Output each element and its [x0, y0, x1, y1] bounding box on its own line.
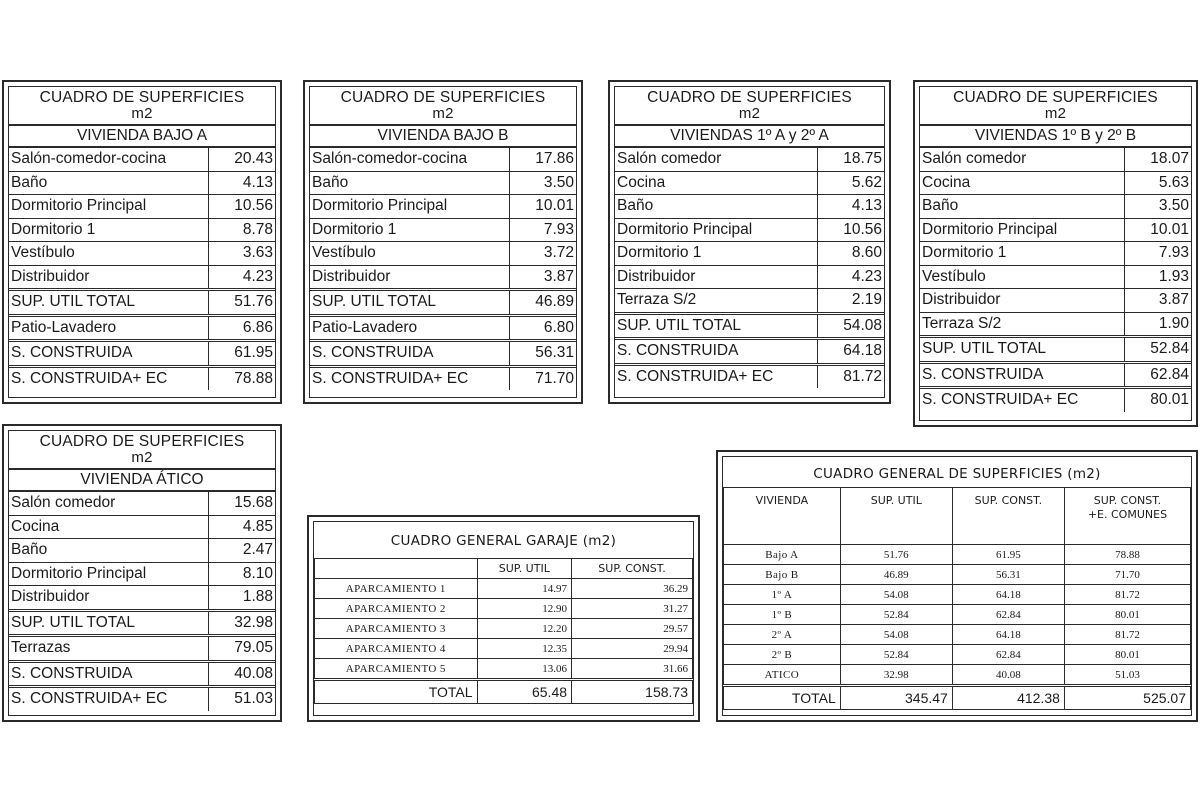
surface-row: [615, 148, 884, 171]
general-row: [724, 665, 1191, 686]
general-header-row: [724, 488, 1191, 545]
surface-row: [615, 171, 884, 195]
surface-row-value: 18.75: [818, 148, 885, 171]
surface-box-bajo-a: [2, 80, 282, 404]
garage-title: CUADRO GENERAL GARAJE (m2): [390, 533, 617, 549]
surface-row-value: 8.60: [818, 242, 885, 266]
surface-row: [920, 242, 1191, 266]
general-row-value: 71.70: [1064, 565, 1190, 585]
surface-row-label: SUP. UTIL TOTAL: [615, 313, 818, 339]
surface-row-value: 62.84: [1125, 362, 1192, 388]
surface-row: [9, 687, 275, 711]
general-row-value: 51.03: [1064, 665, 1190, 686]
surface-row: [310, 148, 576, 171]
surface-row-label: Distribuidor: [920, 289, 1125, 313]
general-table-box: [716, 450, 1198, 722]
surface-row-value: 3.87: [510, 265, 577, 290]
surface-row: [310, 366, 576, 390]
general-row-value: 51.76: [840, 545, 952, 565]
box-subtitle: VIVIENDAS 1º B y 2º B: [920, 124, 1191, 148]
garage-total-util: 65.48: [477, 680, 572, 704]
general-row-value: 62.84: [952, 605, 1064, 625]
surface-row-label: Terraza S/2: [920, 312, 1125, 337]
garage-row: [315, 659, 693, 680]
surface-row: [615, 313, 884, 339]
surface-row-label: Dormitorio Principal: [615, 218, 818, 242]
surface-row: [310, 341, 576, 367]
general-row-label: 1º A: [724, 585, 841, 605]
surface-row-label: Baño: [9, 171, 209, 195]
surface-row-label: Baño: [9, 539, 209, 563]
surface-row: [920, 312, 1191, 337]
general-header-cell: SUP. CONST.: [952, 488, 1064, 545]
surface-row: [9, 290, 275, 316]
surface-row-label: S. CONSTRUIDA: [615, 339, 818, 365]
garage-row-label: APARCAMIENTO 1: [315, 579, 478, 599]
surface-row: [310, 290, 576, 316]
surface-row: [9, 492, 275, 515]
surface-row-label: Vestíbulo: [9, 242, 209, 266]
surface-rows: [310, 148, 576, 390]
surface-row-label: S. CONSTRUIDA: [310, 341, 510, 367]
surface-row: [920, 337, 1191, 363]
surface-box-frame: [614, 86, 885, 398]
surface-row: [920, 388, 1191, 412]
surface-row-label: SUP. UTIL TOTAL: [920, 337, 1125, 363]
garage-header-row: [315, 559, 693, 579]
surface-box-frame: [8, 86, 276, 398]
general-row-value: 56.31: [952, 565, 1064, 585]
surface-box-frame: [8, 430, 276, 716]
general-row-value: 46.89: [840, 565, 952, 585]
general-row-value: 61.95: [952, 545, 1064, 565]
surface-row-value: 4.13: [818, 195, 885, 219]
surface-row-label: SUP. UTIL TOTAL: [310, 290, 510, 316]
surface-row-label: Baño: [310, 171, 510, 195]
general-row: [724, 565, 1191, 585]
general-table: [723, 487, 1191, 710]
surface-row-value: 3.50: [510, 171, 577, 195]
surface-row-value: 51.03: [209, 687, 276, 711]
surface-row-value: 15.68: [209, 492, 276, 515]
surface-row-label: S. CONSTRUIDA: [9, 661, 209, 687]
garage-row-value: 36.29: [572, 579, 693, 599]
general-row-value: 80.01: [1064, 605, 1190, 625]
surface-row: [920, 195, 1191, 219]
garage-row: [315, 639, 693, 659]
surface-row-label: Dormitorio Principal: [9, 562, 209, 586]
surface-row: [9, 218, 275, 242]
garage-row: [315, 579, 693, 599]
surface-row-label: Vestíbulo: [310, 242, 510, 266]
surface-row: [920, 171, 1191, 195]
surface-row-value: 7.93: [1125, 242, 1192, 266]
surface-row-label: Salón comedor: [920, 148, 1125, 171]
surface-row-value: 71.70: [510, 366, 577, 390]
surface-row-label: Cocina: [920, 171, 1125, 195]
garage-row-label: APARCAMIENTO 4: [315, 639, 478, 659]
surface-box-bajo-b: [303, 80, 583, 404]
garage-row: [315, 599, 693, 619]
surface-row-value: 17.86: [510, 148, 577, 171]
surface-row-value: 6.80: [510, 315, 577, 341]
surface-row-value: 81.72: [818, 364, 885, 388]
box-subtitle: VIVIENDAS 1º A y 2º A: [615, 124, 884, 148]
general-total-label: TOTAL: [724, 686, 841, 710]
general-row-value: 54.08: [840, 625, 952, 645]
surface-row-label: SUP. UTIL TOTAL: [9, 290, 209, 316]
garage-row-value: 29.94: [572, 639, 693, 659]
garage-total-label: TOTAL: [315, 680, 478, 704]
general-row-value: 40.08: [952, 665, 1064, 686]
box-header: CUADRO DE SUPERFICIES m2: [615, 87, 884, 122]
general-total-const-ec: 525.07: [1064, 686, 1190, 710]
garage-row-value: 14.97: [477, 579, 572, 599]
surface-row-value: 10.56: [209, 195, 276, 219]
surface-row-label: Salón comedor: [9, 492, 209, 515]
surface-row-value: 5.63: [1125, 171, 1192, 195]
garage-row-label: APARCAMIENTO 3: [315, 619, 478, 639]
general-row: [724, 625, 1191, 645]
surface-row-label: Cocina: [9, 515, 209, 539]
garage-row-value: 13.06: [477, 659, 572, 680]
surface-row-value: 4.13: [209, 171, 276, 195]
surface-row-value: 46.89: [510, 290, 577, 316]
general-header-cell: VIVIENDA: [724, 488, 841, 545]
garage-total-row: [315, 680, 693, 704]
surface-row-value: 8.78: [209, 218, 276, 242]
box-subtitle: VIVIENDA BAJO A: [9, 124, 275, 148]
box-unit: m2: [131, 105, 153, 122]
surface-row-label: Distribuidor: [9, 265, 209, 290]
surface-row-label: Distribuidor: [9, 586, 209, 611]
surface-box-atico: [2, 424, 282, 722]
surface-row: [615, 265, 884, 289]
surface-row-label: Distribuidor: [310, 265, 510, 290]
surface-row: [615, 218, 884, 242]
garage-row: [315, 619, 693, 639]
surface-row: [9, 341, 275, 367]
surface-row: [310, 195, 576, 219]
surface-row-value: 10.01: [510, 195, 577, 219]
surface-row: [9, 515, 275, 539]
surface-row: [9, 242, 275, 266]
surface-row-label: S. CONSTRUIDA+ EC: [9, 687, 209, 711]
surface-row-label: Patio-Lavadero: [9, 315, 209, 341]
surface-row-value: 52.84: [1125, 337, 1192, 363]
surface-row: [920, 218, 1191, 242]
surface-row-value: 4.23: [818, 265, 885, 289]
general-row-label: Bajo B: [724, 565, 841, 585]
surface-row-value: 1.90: [1125, 312, 1192, 337]
garage-body: [315, 579, 693, 680]
surface-row-value: 10.56: [818, 218, 885, 242]
surface-row-label: Dormitorio 1: [920, 242, 1125, 266]
surface-row-value: 3.72: [510, 242, 577, 266]
surface-row-label: S. CONSTRUIDA+ EC: [9, 366, 209, 390]
garage-row-value: 31.27: [572, 599, 693, 619]
surface-row-label: S. CONSTRUIDA+ EC: [920, 388, 1125, 412]
surface-box-1b-2b: [913, 80, 1198, 427]
garage-header-cell: SUP. CONST.: [572, 559, 693, 579]
surface-row-value: 80.01: [1125, 388, 1192, 412]
general-row-value: 64.18: [952, 585, 1064, 605]
general-row-label: 2º B: [724, 645, 841, 665]
box-header: CUADRO DE SUPERFICIES m2: [920, 87, 1191, 122]
surface-row-value: 56.31: [510, 341, 577, 367]
surface-row-label: Patio-Lavadero: [310, 315, 510, 341]
surface-row-value: 8.10: [209, 562, 276, 586]
surface-row: [9, 171, 275, 195]
garage-row-value: 12.20: [477, 619, 572, 639]
general-header-line1: SUP. CONST.: [1093, 494, 1162, 507]
surface-row: [920, 362, 1191, 388]
surface-row-value: 2.47: [209, 539, 276, 563]
general-row: [724, 545, 1191, 565]
box-unit: m2: [432, 105, 454, 122]
surface-row: [9, 562, 275, 586]
garage-row-value: 12.35: [477, 639, 572, 659]
surface-row-label: Dormitorio 1: [310, 218, 510, 242]
surface-row-value: 5.62: [818, 171, 885, 195]
surface-box-1a-2a: [608, 80, 891, 404]
garage-row-value: 31.66: [572, 659, 693, 680]
garage-header-cell: [315, 559, 478, 579]
surface-row-label: Baño: [920, 195, 1125, 219]
surface-row-label: Baño: [615, 195, 818, 219]
surface-rows: [920, 148, 1191, 412]
surface-row-value: 3.87: [1125, 289, 1192, 313]
surface-row: [615, 242, 884, 266]
garage-row-value: 12.90: [477, 599, 572, 619]
surface-row: [615, 339, 884, 365]
surface-row-label: S. CONSTRUIDA: [9, 341, 209, 367]
surface-rows: [9, 148, 275, 390]
general-row-value: 52.84: [840, 645, 952, 665]
surface-row-value: 40.08: [209, 661, 276, 687]
surface-row: [310, 242, 576, 266]
garage-table-frame: [313, 521, 694, 716]
general-row-value: 54.08: [840, 585, 952, 605]
box-subtitle: VIVIENDA ÁTICO: [9, 468, 275, 492]
surface-row-value: 6.86: [209, 315, 276, 341]
surface-row-value: 18.07: [1125, 148, 1192, 171]
surface-row-value: 2.19: [818, 289, 885, 314]
surface-row-label: Dormitorio 1: [615, 242, 818, 266]
surface-row: [9, 539, 275, 563]
general-body: [724, 545, 1191, 686]
surface-row-label: Salón-comedor-cocina: [9, 148, 209, 171]
surface-row-value: 3.63: [209, 242, 276, 266]
surface-row: [9, 661, 275, 687]
general-total-row: [724, 686, 1191, 710]
surface-row-label: S. CONSTRUIDA+ EC: [310, 366, 510, 390]
general-header-cell: [1064, 488, 1190, 545]
surface-row-value: 4.23: [209, 265, 276, 290]
general-header-cell: SUP. UTIL: [840, 488, 952, 545]
surface-row-value: 79.05: [209, 636, 276, 662]
general-row-label: 2º A: [724, 625, 841, 645]
surface-row-label: Salón-comedor-cocina: [310, 148, 510, 171]
surface-row-label: Salón comedor: [615, 148, 818, 171]
surface-row-label: Dormitorio 1: [9, 218, 209, 242]
surface-row: [310, 218, 576, 242]
box-unit: m2: [738, 105, 761, 122]
surface-row-label: SUP. UTIL TOTAL: [9, 610, 209, 636]
surface-row-label: Terraza S/2: [615, 289, 818, 314]
surface-row-value: 1.93: [1125, 265, 1192, 289]
surface-row: [9, 610, 275, 636]
general-row-value: 81.72: [1064, 625, 1190, 645]
surface-row: [9, 148, 275, 171]
general-row-value: 81.72: [1064, 585, 1190, 605]
surface-row: [615, 364, 884, 388]
box-unit: m2: [1044, 105, 1067, 122]
surface-rows: [615, 148, 884, 388]
surface-row-value: 51.76: [209, 290, 276, 316]
garage-table: [314, 558, 693, 704]
surface-row: [615, 289, 884, 314]
surface-row-label: Dormitorio Principal: [920, 218, 1125, 242]
general-row: [724, 645, 1191, 665]
general-row-value: 80.01: [1064, 645, 1190, 665]
surface-row: [9, 586, 275, 611]
general-row-value: 52.84: [840, 605, 952, 625]
general-row-label: ATICO: [724, 665, 841, 686]
garage-row-label: APARCAMIENTO 5: [315, 659, 478, 680]
box-header: CUADRO DE SUPERFICIES m2: [9, 87, 275, 122]
surface-row-value: 4.85: [209, 515, 276, 539]
surface-row-label: S. CONSTRUIDA+ EC: [615, 364, 818, 388]
garage-table-box: [307, 515, 700, 722]
garage-header-cell: SUP. UTIL: [477, 559, 572, 579]
surface-row: [920, 148, 1191, 171]
surface-rows: [9, 492, 275, 711]
surface-row-value: 32.98: [209, 610, 276, 636]
general-row: [724, 605, 1191, 625]
surface-row-label: Dormitorio Principal: [310, 195, 510, 219]
surface-row: [310, 315, 576, 341]
surface-row: [9, 315, 275, 341]
surface-row-value: 54.08: [818, 313, 885, 339]
surface-row: [920, 265, 1191, 289]
box-header: CUADRO DE SUPERFICIES m2: [310, 87, 576, 122]
general-table-frame: [722, 456, 1192, 716]
surface-row-label: Distribuidor: [615, 265, 818, 289]
surface-row-value: 1.88: [209, 586, 276, 611]
general-title: CUADRO GENERAL DE SUPERFICIES (m2): [813, 466, 1101, 482]
surface-row: [310, 265, 576, 290]
garage-row-value: 29.57: [572, 619, 693, 639]
general-row-value: 64.18: [952, 625, 1064, 645]
general-row-label: 1º B: [724, 605, 841, 625]
general-total-const: 412.38: [952, 686, 1064, 710]
general-row-label: Bajo A: [724, 545, 841, 565]
surface-row: [9, 366, 275, 390]
surface-row: [920, 289, 1191, 313]
general-header-line2: +E. COMUNES: [1087, 508, 1168, 521]
surface-row: [9, 195, 275, 219]
surface-box-frame: [309, 86, 577, 398]
general-row-value: 78.88: [1064, 545, 1190, 565]
garage-total-const: 158.73: [572, 680, 693, 704]
surface-box-frame: [919, 86, 1192, 421]
surface-row-value: 7.93: [510, 218, 577, 242]
surface-row-value: 78.88: [209, 366, 276, 390]
surface-row-label: Cocina: [615, 171, 818, 195]
surface-row: [9, 265, 275, 290]
box-header: CUADRO DE SUPERFICIES m2: [9, 431, 275, 466]
general-row-value: 62.84: [952, 645, 1064, 665]
general-row-value: 32.98: [840, 665, 952, 686]
surface-row: [310, 171, 576, 195]
surface-row-label: Vestíbulo: [920, 265, 1125, 289]
general-total-util: 345.47: [840, 686, 952, 710]
surface-row: [9, 636, 275, 662]
surface-row-label: S. CONSTRUIDA: [920, 362, 1125, 388]
surface-row-value: 10.01: [1125, 218, 1192, 242]
surface-row-value: 64.18: [818, 339, 885, 365]
surface-row-value: 61.95: [209, 341, 276, 367]
surface-row-label: Terrazas: [9, 636, 209, 662]
box-unit: m2: [131, 449, 153, 466]
surface-row-label: Dormitorio Principal: [9, 195, 209, 219]
garage-row-label: APARCAMIENTO 2: [315, 599, 478, 619]
box-subtitle: VIVIENDA BAJO B: [310, 124, 576, 148]
surface-row-value: 3.50: [1125, 195, 1192, 219]
surface-row-value: 20.43: [209, 148, 276, 171]
general-row: [724, 585, 1191, 605]
surface-row: [615, 195, 884, 219]
